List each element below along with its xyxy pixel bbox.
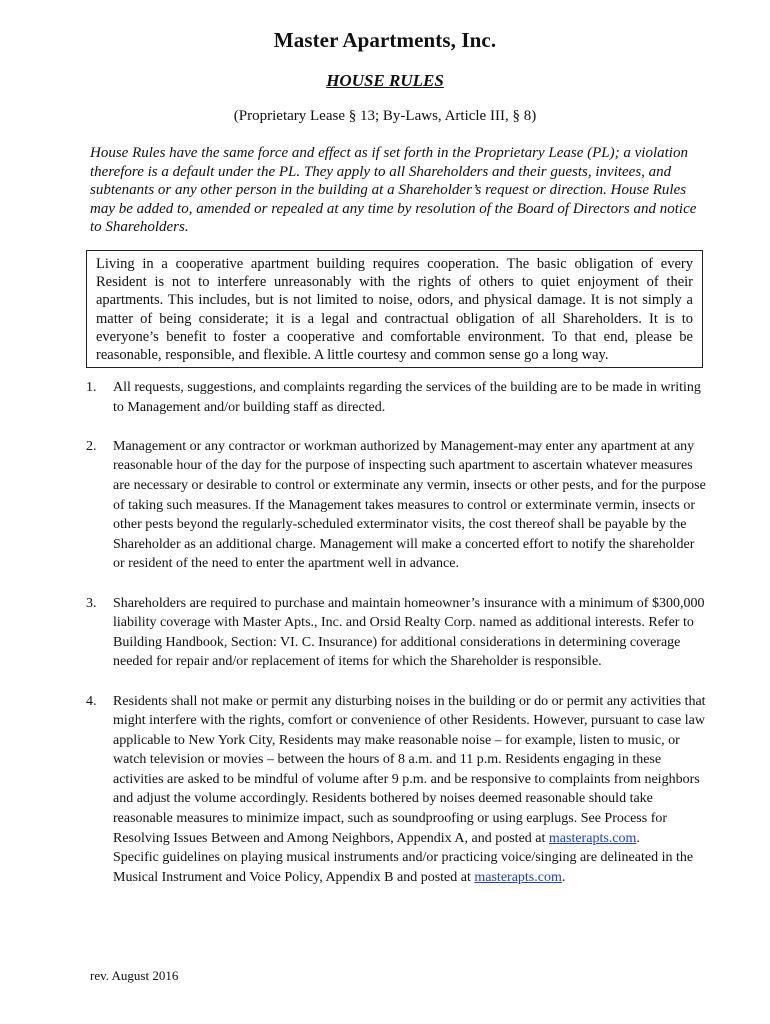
- rule-item: [86, 437, 708, 574]
- masterapts-link[interactable]: masterapts.com: [548, 830, 637, 846]
- rule-text: Shareholders are required to purchase and maintain homeowner’s insurance with a minimum of $300,000 liability coverage with Master Apts., Inc. and Orsid Realty Corp. named as additional interests. Refer to Building Handbook, Section: VI. C. Insurance) for additional considerations in determining coverage needed for repair and/or replacement of items for which the Shareholder is responsible.: [113, 595, 705, 670]
- document-title: Master Apartments, Inc.: [273, 28, 497, 52]
- rule-item: [86, 692, 708, 888]
- cooperation-notice-box: Living in a cooperative apartment building requires cooperation. The basic obligation of every Resident is not to interfere unreasonably with the rights of others to quiet enjoyment of their apartments. This includes, but is not limited to noise, odors, and physical damage. It is not simply a matter of being considerate; it is a legal and contractual obligation of all Shareholders. It is to everyone’s benefit to foster a cooperative and comfortable environment. To that end, please be reasonable, responsible, and flexible. A little courtesy and common sense go a long way.: [86, 250, 703, 368]
- rule-text-part2: Specific guidelines on playing musical instruments and/or practicing voice/singing are delineated in the Musical Instrument and Voice Policy, Appendix B and posted at: [113, 850, 694, 885]
- rule-text: All requests, suggestions, and complaints regarding the services of the building are to be made in writing to Management and/or building staff as directed.: [113, 380, 701, 415]
- revision-footer: rev. August 2016: [90, 968, 179, 983]
- link-suffix: .: [561, 869, 566, 885]
- rule-text: [113, 692, 708, 888]
- rule-number: 2.: [86, 438, 97, 454]
- rules-list: [86, 378, 708, 907]
- link-suffix: .: [636, 830, 640, 846]
- masterapts-link[interactable]: masterapts.com: [474, 869, 562, 885]
- rule-number: 4.: [86, 693, 97, 709]
- rule-number: 3.: [86, 595, 97, 611]
- rule-number: 1.: [86, 380, 97, 395]
- rule-text-part1: Residents shall not make or permit any disturbing noises in the building or do or permit any activities that might interfere with the rights, comfort or convenience of other Residents. However, pursuant to case law applicable to New York City, Residents may make reasonable noise – for example, listen to music, or watch television or movies – between the hours of 8 a.m. and 11 p.m. Residents engaging in these activities are asked to be mindful of volume after 9 p.m. and be responsive to complaints from neighbors and adjust the volume accordingly. Residents bothered by noises deemed reasonable should take reasonable measures to minimize impact, such as soundproofing or using earplugs. See Process for Resolving Issues Between and Among Neighbors, Appendix A, and posted at: [113, 693, 706, 846]
- rule-item: [86, 594, 708, 672]
- rule-item: [86, 378, 708, 417]
- lease-reference: (Proprietary Lease § 13; By-Laws, Article III, § 8): [233, 108, 537, 124]
- intro-paragraph: House Rules have the same force and effect as if set forth in the Proprietary Lease (PL); a violation therefore is a default under the PL. They apply to all Shareholders and their guests, invitees, and subtenants or any other person in the building at a Shareholder’s request or direction. House Rules may be added to, amended or repealed at any time by resolution of the Board of Directors and notice to Shareholders.: [90, 145, 697, 235]
- document-subtitle: HOUSE RULES: [326, 71, 444, 90]
- rule-text: Management or any contractor or workman authorized by Management-may enter any apartment at any reasonable hour of the day for the purpose of inspecting such apartment to ascertain whatever measures are necessary or desirable to control or exterminate any vermin, insects or other pests, and for the purpose of taking such measures. If the Management takes measures to control or exterminate vermin, insects or other pests beyond the regularly-scheduled exterminator visits, the cost thereof shall be payable by the Shareholder as an additional charge. Management will make a concerted effort to notify the shareholder or resident of the need to enter the apartment well in advance.: [113, 438, 706, 572]
